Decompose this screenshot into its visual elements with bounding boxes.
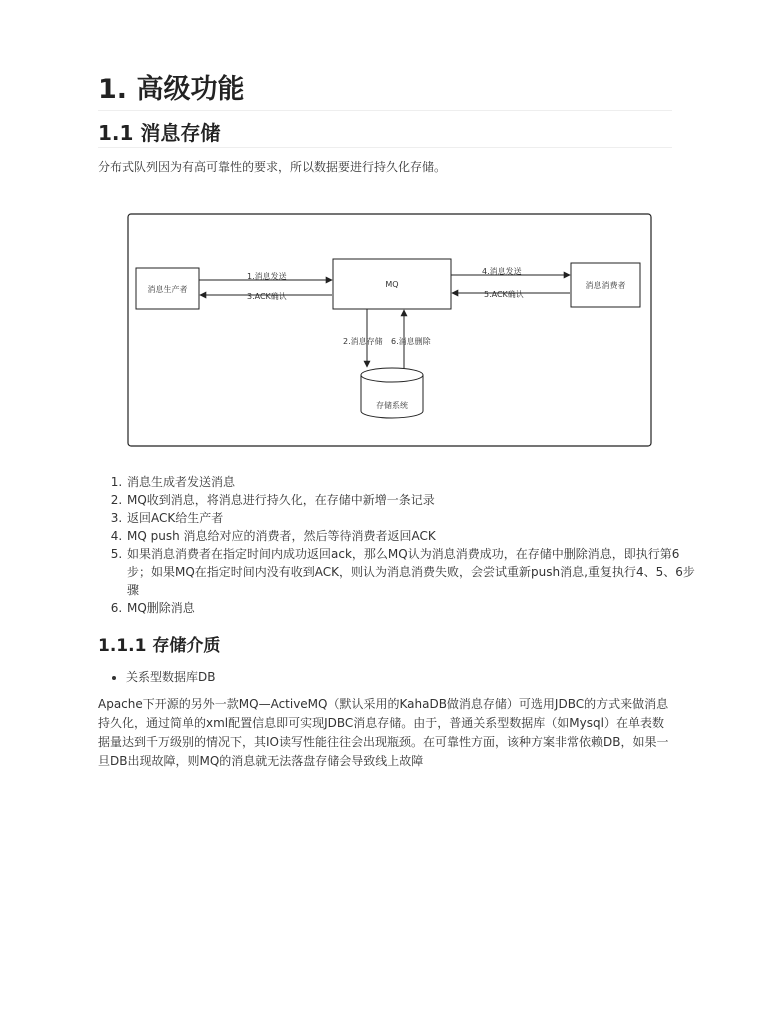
intro-text: 分布式队列因为有高可靠性的要求，所以数据要进行持久化存储。 [98,160,447,174]
list-item: 2. MQ收到消息，将消息进行持久化，在存储中新增一条记录 [126,491,700,509]
list-item: 6. MQ删除消息 [126,599,700,617]
heading-3: 1.1.1 存储介质 [98,636,221,656]
storage-cylinder [361,368,423,418]
list-item: 4. MQ push 消息给对应的消费者，然后等待消费者返回ACK [126,527,700,545]
list-item: 5. 如果消息消费者在指定时间内成功返回ack，那么MQ认为消息消费成功，在存储中删除消息，即执行第6步；如果MQ在指定时间内没有收到ACK，则认为消息消费失败，会尝试重新push消息,重复执行4、5、6步骤 [126,545,700,599]
steps-list [98,473,700,617]
arrow-push-label: 4.消息发送 [482,267,522,276]
arrow-ack-consumer-label: 5.ACK确认 [484,290,524,299]
arrow-send-label: 1.消息发送 [247,272,287,281]
body-paragraph: Apache下开源的另外一款MQ—ActiveMQ（默认采用的KahaDB做消息存储）可选用JDBC的方式来做消息持久化，通过简单的xml配置信息即可实现JDBC消息存储。由于，普通关系型数据库（如Mysql）在单表数据量达到千万级别的情况下，其IO读写性能往往会出现瓶颈。在可靠性方面，该种方案非常依赖DB，如果一旦DB出现故障，则MQ的消息就无法落盘存储会导致线上故障 [98,697,669,768]
list-item: 1. 消息生成者发送消息 [126,473,700,491]
storage-label: 存储系统 [376,401,408,410]
mq-label: MQ [385,280,399,289]
heading-2: 1.1 消息存储 [98,119,672,148]
list-item: 3. 返回ACK给生产者 [126,509,700,527]
arrow-delete-label: 6.消息删除 [391,337,431,346]
consumer-label: 消息消费者 [585,281,626,290]
heading-1: 1. 高级功能 [98,72,672,111]
arrow-ack-producer-label: 3.ACK确认 [247,292,287,301]
arrow-store-label: 2.消息存储 [343,337,383,346]
producer-label: 消息生产者 [147,285,188,294]
storage-media-list [98,667,215,687]
list-item: • 关系型数据库DB [126,667,215,687]
message-storage-diagram [127,213,652,448]
